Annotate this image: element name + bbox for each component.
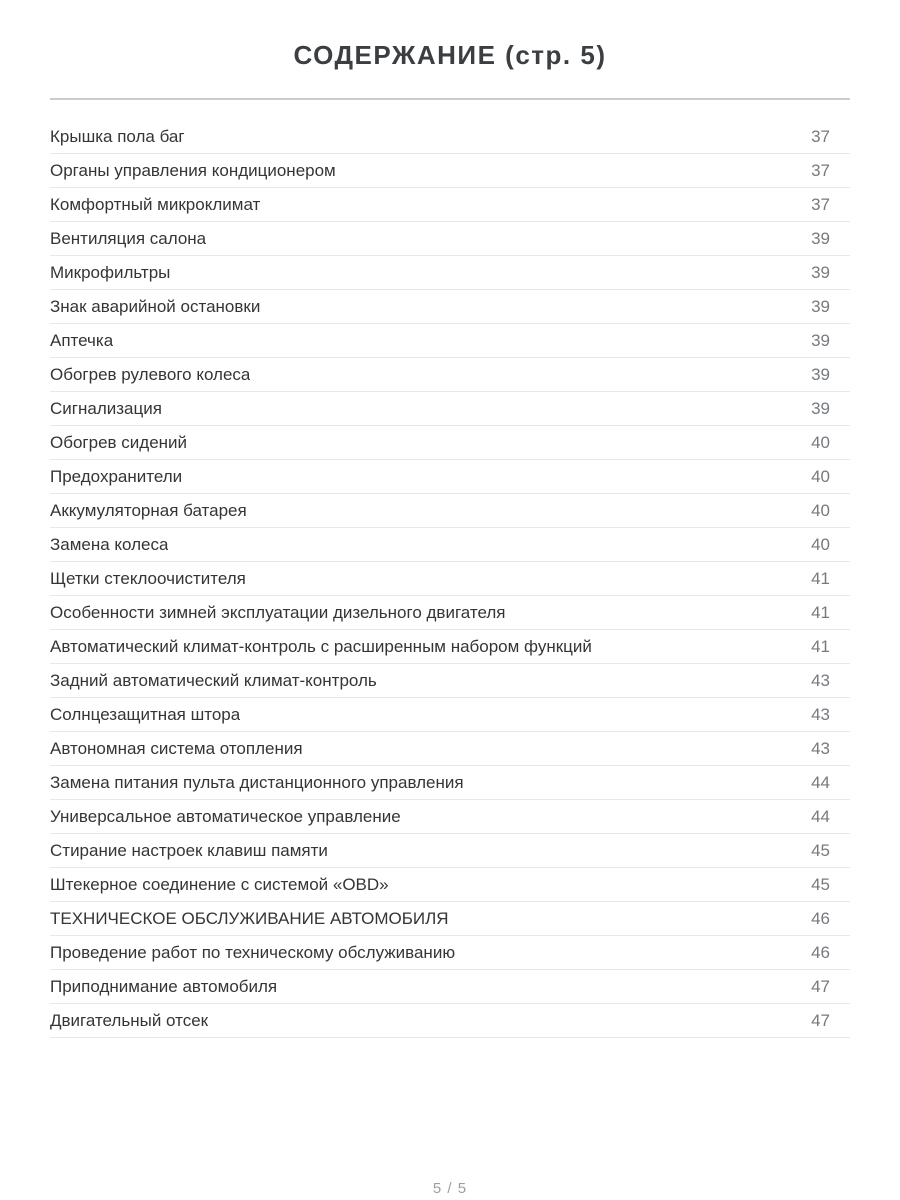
page-title: СОДЕРЖАНИЕ (стр. 5) <box>293 40 607 70</box>
toc-row <box>50 800 850 834</box>
toc-entry-page-number: 40 <box>811 433 830 452</box>
toc-entry-page-number: 39 <box>811 229 830 248</box>
toc-list <box>50 120 850 1038</box>
toc-row <box>50 324 850 358</box>
toc-entry-page-number: 39 <box>811 399 830 418</box>
toc-entry-page-number: 43 <box>811 671 830 690</box>
toc-entry-page-number: 39 <box>811 331 830 350</box>
toc-row <box>50 256 850 290</box>
toc-entry-page-number: 44 <box>811 807 830 826</box>
toc-entry-label: Аккумуляторная батарея <box>50 501 247 520</box>
toc-entry-label: Солнцезащитная штора <box>50 705 241 724</box>
toc-row <box>50 1004 850 1038</box>
toc-entry-label: Двигательный отсек <box>50 1011 209 1030</box>
toc-entry-label: Комфортный микроклимат <box>50 195 261 214</box>
toc-entry-page-number: 37 <box>811 127 830 146</box>
toc-entry-label: Автономная система отопления <box>50 739 303 758</box>
toc-row <box>50 222 850 256</box>
toc-row <box>50 664 850 698</box>
toc-row <box>50 392 850 426</box>
toc-row <box>50 868 850 902</box>
toc-row <box>50 970 850 1004</box>
toc-entry-label: Автоматический климат-контроль с расширенным набором функций <box>50 637 592 656</box>
toc-entry-page-number: 43 <box>811 739 830 758</box>
toc-row <box>50 766 850 800</box>
toc-entry-label: Щетки стеклоочистителя <box>50 569 246 588</box>
toc-row <box>50 188 850 222</box>
toc-entry-label: Обогрев рулевого колеса <box>50 365 251 384</box>
toc-entry-label: Универсальное автоматическое управление <box>50 807 401 826</box>
toc-entry-page-number: 47 <box>811 977 830 996</box>
toc-entry-page-number: 43 <box>811 705 830 724</box>
toc-row <box>50 426 850 460</box>
toc-row <box>50 596 850 630</box>
toc-entry-page-number: 45 <box>811 875 830 894</box>
toc-entry-page-number: 46 <box>811 909 830 928</box>
toc-entry-label: Предохранители <box>50 467 183 486</box>
toc-entry-label: Замена колеса <box>50 535 169 554</box>
toc-entry-label: Микрофильтры <box>50 263 171 282</box>
toc-row <box>50 120 850 154</box>
toc-row <box>50 698 850 732</box>
toc-row <box>50 630 850 664</box>
document-page <box>0 40 900 1200</box>
toc-entry-page-number: 46 <box>811 943 830 962</box>
toc-entry-page-number: 40 <box>811 535 830 554</box>
toc-entry-label: Аптечка <box>50 331 114 350</box>
toc-entry-label: ТЕХНИЧЕСКОЕ ОБСЛУЖИВАНИЕ АВТОМОБИЛЯ <box>50 909 449 928</box>
toc-entry-label: Приподнимание автомобиля <box>50 977 278 996</box>
toc-row <box>50 936 850 970</box>
toc-entry-page-number: 39 <box>811 365 830 384</box>
toc-entry-page-number: 39 <box>811 263 830 282</box>
toc-row <box>50 732 850 766</box>
toc-entry-label: Особенности зимней эксплуатации дизельного двигателя <box>50 603 506 622</box>
toc-row <box>50 290 850 324</box>
toc-row <box>50 460 850 494</box>
toc-entry-label: Штекерное соединение с системой «OBD» <box>50 875 389 894</box>
toc-row <box>50 528 850 562</box>
toc-entry-label: Замена питания пульта дистанционного управления <box>50 773 464 792</box>
toc-entry-label: Проведение работ по техническому обслуживанию <box>50 943 456 962</box>
toc-row <box>50 494 850 528</box>
toc-entry-page-number: 45 <box>811 841 830 860</box>
toc-entry-label: Сигнализация <box>50 399 162 418</box>
toc-entry-page-number: 41 <box>811 569 830 588</box>
toc-row <box>50 154 850 188</box>
toc-row <box>50 562 850 596</box>
toc-entry-label: Стирание настроек клавиш памяти <box>50 841 328 860</box>
toc-entry-page-number: 39 <box>811 297 830 316</box>
toc-entry-label: Органы управления кондиционером <box>50 161 336 180</box>
toc-entry-page-number: 37 <box>811 195 830 214</box>
title-divider <box>50 98 850 100</box>
toc-entry-page-number: 37 <box>811 161 830 180</box>
toc-entry-page-number: 40 <box>811 501 830 520</box>
toc-entry-label: Обогрев сидений <box>50 433 188 452</box>
toc-entry-page-number: 41 <box>811 603 830 622</box>
toc-row <box>50 902 850 936</box>
toc-row <box>50 834 850 868</box>
page-indicator: 5 / 5 <box>432 1180 468 1197</box>
toc-entry-page-number: 44 <box>811 773 830 792</box>
toc-entry-label: Крышка пола баг <box>50 127 185 146</box>
toc-row <box>50 358 850 392</box>
toc-entry-page-number: 41 <box>811 637 830 656</box>
toc-entry-page-number: 47 <box>811 1011 830 1030</box>
toc-entry-label: Знак аварийной остановки <box>50 297 261 316</box>
toc-entry-page-number: 40 <box>811 467 830 486</box>
toc-entry-label: Задний автоматический климат-контроль <box>50 671 377 690</box>
toc-entry-label: Вентиляция салона <box>50 229 207 248</box>
